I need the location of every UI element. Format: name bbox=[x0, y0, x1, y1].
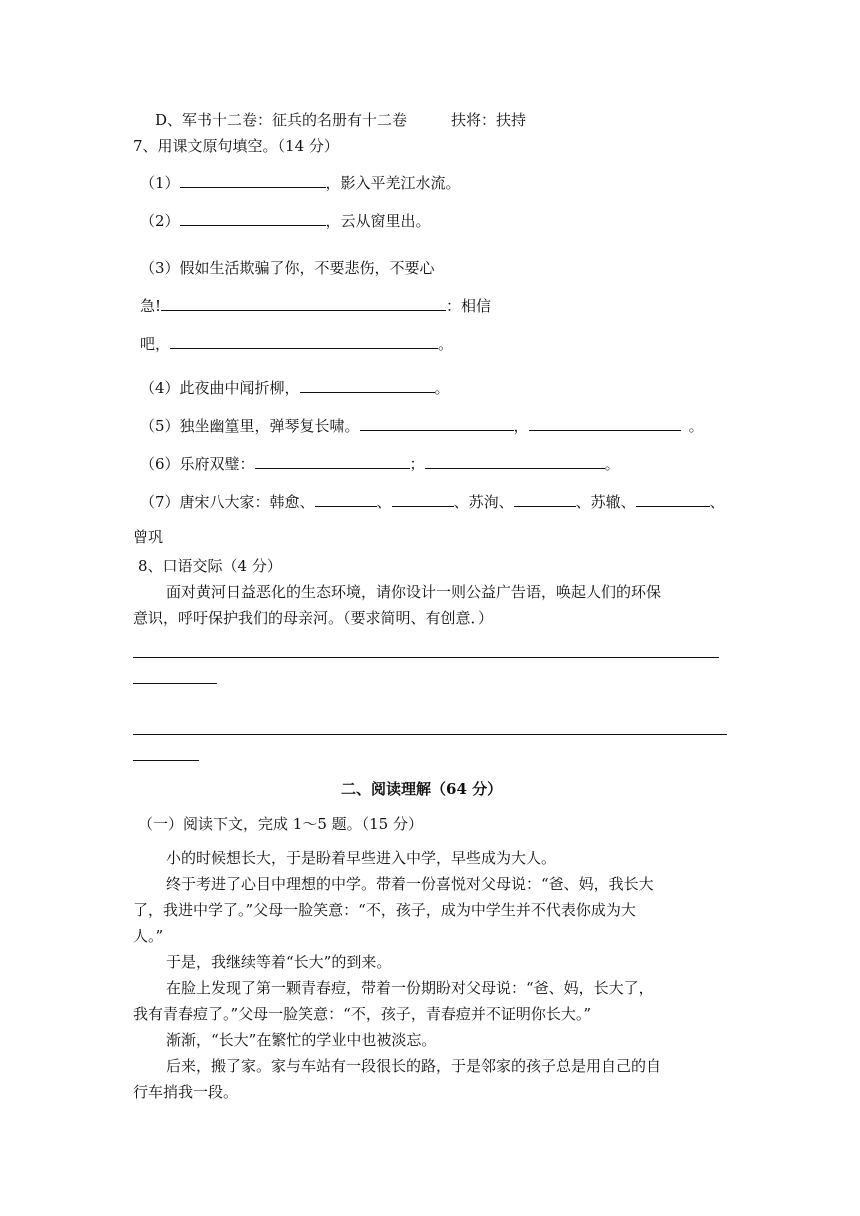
q7-item-3-cont bbox=[140, 295, 491, 316]
answer-blank[interactable] bbox=[425, 453, 605, 469]
q7-item-5-label: （5）独坐幽篁里，弹琴复长啸。 bbox=[140, 417, 360, 435]
answer-blank[interactable] bbox=[170, 333, 438, 349]
passage-line: 小的时候想长大，于是盼着早些进入中学，早些成为大人。 bbox=[166, 849, 557, 867]
passage-line: 我有青春痘了。”父母一脸笑意：“不，孩子，青春痘并不证明你长大。” bbox=[133, 1005, 592, 1023]
q7-item-7-sep: 、 bbox=[376, 493, 392, 511]
passage-line: 人。” bbox=[133, 927, 164, 945]
q7-item-7-sep: 、苏辙、 bbox=[575, 493, 636, 511]
q6-option-d bbox=[155, 110, 526, 130]
q7-item-6-after: 。 bbox=[604, 455, 620, 473]
q7-item-6-label: （6）乐府双璧： bbox=[140, 455, 255, 473]
q7-item-3-end-after: 。 bbox=[438, 335, 454, 353]
answer-line[interactable] bbox=[133, 760, 199, 761]
q7-item-3-cont-after: ：相信 bbox=[446, 297, 492, 315]
passage-line: 在脸上发现了第一颗青春痘，带着一份期盼对父母说：“爸、妈，长大了， bbox=[166, 979, 654, 997]
answer-blank[interactable] bbox=[180, 210, 326, 226]
q7-item-7-sep: 、苏洵、 bbox=[453, 493, 514, 511]
q7-item-3-cont-label: 急! bbox=[140, 297, 162, 315]
answer-line[interactable] bbox=[133, 734, 727, 735]
answer-blank[interactable] bbox=[161, 295, 446, 311]
q7-item-7-label: （7）唐宋八大家：韩愈、 bbox=[140, 493, 315, 511]
answer-blank[interactable] bbox=[529, 415, 681, 431]
q7-item-3-end-label: 吧， bbox=[140, 335, 171, 353]
q6-option-d-text: D、军书十二卷：征兵的名册有十二卷 bbox=[155, 111, 408, 129]
answer-blank[interactable] bbox=[300, 377, 435, 393]
q7-item-2-label: （2） bbox=[140, 212, 180, 230]
answer-blank[interactable] bbox=[360, 415, 514, 431]
q7-item-5 bbox=[140, 415, 704, 436]
passage-line: 于是，我继续等着“长大”的到来。 bbox=[166, 953, 392, 971]
answer-blank[interactable] bbox=[514, 491, 576, 507]
answer-blank[interactable] bbox=[180, 172, 326, 188]
answer-line[interactable] bbox=[133, 683, 217, 684]
q7-item-1-after: ，影入平羌江水流。 bbox=[325, 174, 461, 192]
q7-item-7-sep: 、 bbox=[709, 493, 725, 511]
q7-item-1 bbox=[140, 172, 461, 193]
answer-blank[interactable] bbox=[392, 491, 454, 507]
q8-prompt-line-1: 面对黄河日益恶化的生态环境，请你设计一则公益广告语，唤起人们的环保 bbox=[166, 583, 662, 601]
q7-item-4 bbox=[140, 377, 450, 398]
q7-item-6-mid: ； bbox=[409, 455, 425, 473]
section-heading: 二、阅读理解（64 分） bbox=[341, 780, 503, 798]
q7-item-3: （3）假如生活欺骗了你，不要悲伤，不要心 bbox=[140, 259, 435, 277]
q6-option-d-tail: 扶将：扶持 bbox=[451, 111, 527, 129]
answer-blank[interactable] bbox=[255, 453, 410, 469]
q7-item-1-label: （1） bbox=[140, 174, 180, 192]
q7-item-4-after: 。 bbox=[434, 379, 450, 397]
q7-item-2 bbox=[140, 210, 431, 231]
q7-item-5-mid: ， bbox=[513, 417, 529, 435]
passage-line: 行车捎我一段。 bbox=[133, 1083, 239, 1101]
answer-blank[interactable] bbox=[636, 491, 710, 507]
section-sub-heading: （一）阅读下文，完成 1～5 题。（15 分） bbox=[138, 815, 423, 833]
q7-item-7 bbox=[140, 491, 725, 512]
q7-item-6 bbox=[140, 453, 620, 474]
q7-item-4-label: （4）此夜曲中闻折柳， bbox=[140, 379, 300, 397]
passage-line: 了，我进中学了。”父母一脸笑意：“不，孩子，成为中学生并不代表你成为大 bbox=[133, 901, 636, 919]
passage-line: 渐渐，“长大”在繁忙的学业中也被淡忘。 bbox=[166, 1031, 437, 1049]
q7-title: 7、用课文原句填空。（14 分） bbox=[133, 137, 339, 155]
answer-line[interactable] bbox=[133, 657, 719, 658]
q7-item-2-after: ，云从窗里出。 bbox=[325, 212, 431, 230]
q8-title: 8、口语交际（4 分） bbox=[138, 557, 282, 575]
q7-item-5-after: 。 bbox=[688, 417, 704, 435]
q7-item-7-end: 曾巩 bbox=[133, 528, 164, 546]
q8-prompt-line-2: 意识，呼吁保护我们的母亲河。（要求简明、有创意．） bbox=[133, 609, 494, 627]
passage-line: 终于考进了心目中理想的中学。带着一份喜悦对父母说：“爸、妈，我长大 bbox=[166, 875, 654, 893]
q7-item-3-end bbox=[140, 333, 453, 354]
passage-line: 后来，搬了家。家与车站有一段很长的路，于是邻家的孩子总是用自己的自 bbox=[166, 1057, 662, 1075]
answer-blank[interactable] bbox=[315, 491, 377, 507]
